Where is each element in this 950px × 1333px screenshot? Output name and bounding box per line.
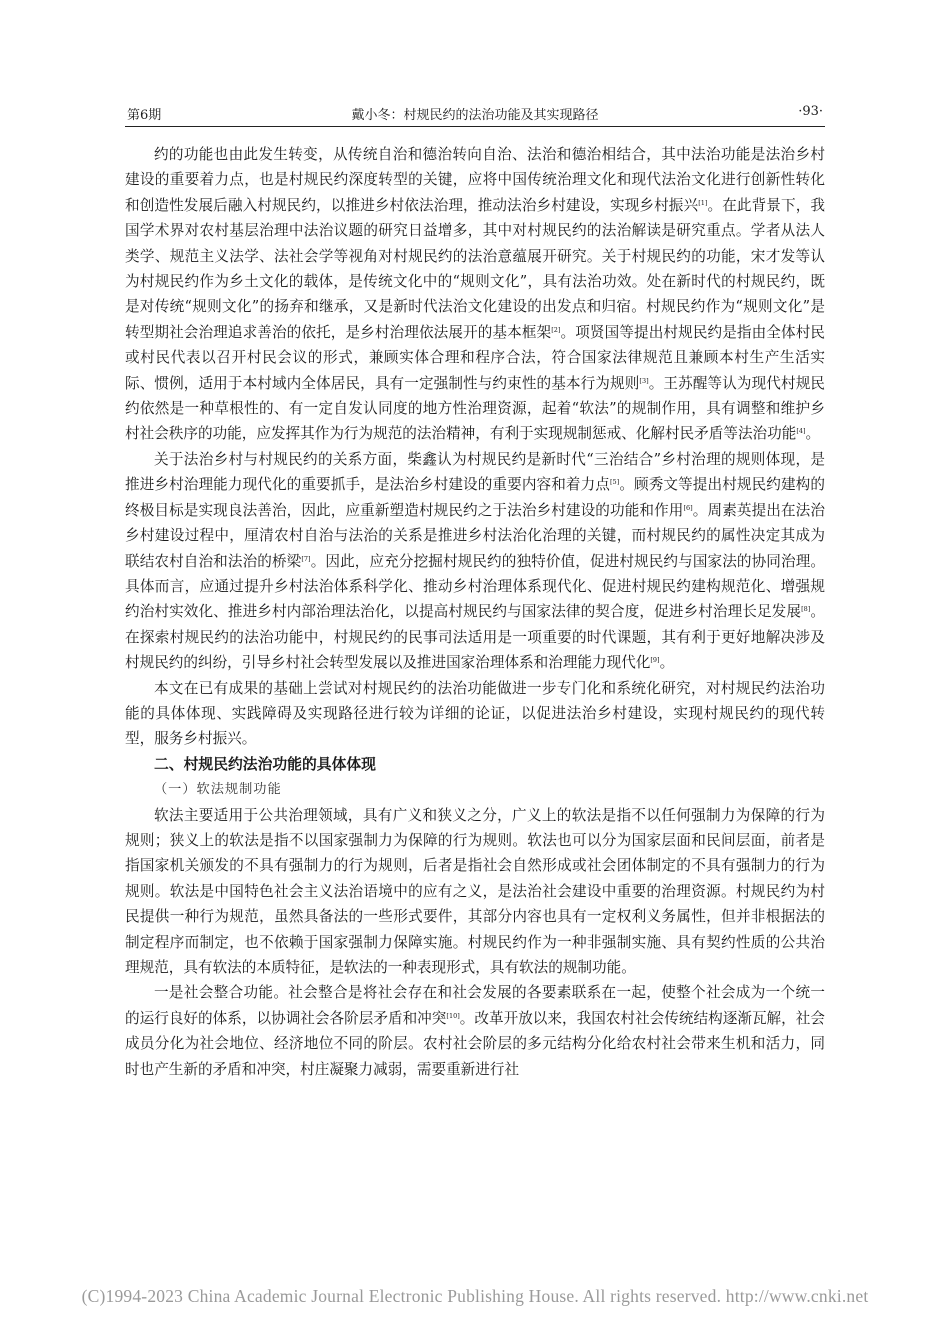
citation-ref: [5] [610, 478, 620, 487]
section-heading: 二、村规民约法治功能的具体体现 [154, 755, 376, 773]
page-number: ·93· [798, 104, 823, 119]
paragraph-1: 约的功能也由此发生转变，从传统自治和德治转向自治、法治和德治相结合，其中法治功能是法治乡村建设的重要着力点，也是村规民约深度转型的关键，应将中国传统治理文化和现代法治文化进行创新性转化和创造性发展后融入村规民约，以推进乡村依法治理，推动法治乡村建设，实现乡村振兴[1]。在此背景下，我国学术界对农村基层治理中法治议题的研究日益增多，其中对村规民约的法治解读是研究重点。学者从法人类学、规范主义法学、法社会学等视角对村规民约的法治意蕴展开研究。关于村规民约的功能，宋才发等认为村规民约作为乡土文化的载体，是传统文化中的“规则文化”，具有法治功效。处在新时代的村规民约，既是对传统“规则文化”的扬弃和继承，又是新时代法治文化建设的出发点和归宿。村规民约作为“规则文化”是转型期社会治理追求善治的依托，是乡村治理依法展开的基本框架[2]。项贤国等提出村规民约是指由全体村民或村民代表以召开村民会议的形式，兼顾实体合理和程序合法，符合国家法律规范且兼顾本村生产生活实际、惯例，适用于本村域内全体居民，具有一定强制性与约束性的基本行为规则[3]。王苏醒等认为现代村规民约依然是一种草根性的、有一定自发认同度的地方性治理资源，起着“软法”的规制作用，具有调整和维护乡村社会秩序的功能，应发挥其作为行为规范的法治精神，有利于实现规制惩戒、化解村民矛盾等法治功能[4]。 [125, 146, 825, 443]
paragraph-3: 本文在已有成果的基础上尝试对村规民约的法治功能做进一步专门化和系统化研究，对村规民约法治功能的具体体现、实践障碍及实现路径进行较为详细的论证，以促进法治乡村建设，实现村规民约的现代转型，服务乡村振兴。 [125, 679, 825, 748]
running-header [125, 102, 825, 127]
issue-number: 第6期 [127, 108, 162, 123]
citation-ref: [10] [446, 1011, 460, 1020]
article-body [125, 142, 825, 1082]
paragraph-2: 关于法治乡村与村规民约的关系方面，柴鑫认为村规民约是新时代“三治结合”乡村治理的规则体现，是推进乡村治理能力现代化的重要抓手，是法治乡村建设的重要内容和着力点[5]。顾秀文等提出村规民约建构的终极目标是实现良法善治，因此，应重新塑造村规民约之于法治乡村建设的功能和作用[6]。周素英提出在法治乡村建设过程中，厘清农村自治与法治的关系是推进乡村法治化治理的关键，而村规民约的属性决定其成为联结农村自治和法治的桥梁[7]。因此，应充分挖掘村规民约的独特价值，促进村规民约与国家法的协同治理。具体而言，应通过提升乡村法治体系科学化、推动乡村治理体系现代化、促进村规民约建构规范化、增强规约治村实效化、推进乡村内部治理法治化，以提高村规民约与国家法律的契合度，促进乡村治理长足发展[8]。在探索村规民约的法治功能中，村规民约的民事司法适用是一项重要的时代课题，其有利于更好地解决涉及村规民约的纠纷，引导乡村社会转型发展以及推进国家治理体系和治理能力现代化[9]。 [125, 450, 825, 672]
citation-ref: [2] [551, 325, 561, 334]
citation-ref: [1] [698, 198, 708, 207]
citation-ref: [4] [796, 427, 806, 436]
citation-ref: [3] [639, 376, 649, 385]
citation-ref: [9] [650, 656, 660, 665]
running-title: 戴小冬：村规民约的法治功能及其实现路径 [351, 108, 599, 123]
subsection-heading: （一）软法规制功能 [154, 782, 282, 798]
paragraph-5: 一是社会整合功能。社会整合是将社会存在和社会发展的各要素联系在一起，使整个社会成为一个统一的运行良好的体系，以协调社会各阶层矛盾和冲突[10]。改革开放以来，我国农村社会传统结构逐渐瓦解，社会成员分化为社会地位、经济地位不同的阶层。农村社会阶层的多元结构分化给农村社会带来生机和活力，同时也产生新的矛盾和冲突，村庄凝聚力减弱，需要重新进行社 [125, 984, 825, 1078]
citation-ref: [6] [683, 503, 693, 512]
citation-ref: [7] [301, 554, 311, 563]
citation-ref: [8] [801, 605, 811, 614]
paragraph-4: 软法主要适用于公共治理领域，具有广义和狭义之分，广义上的软法是指不以任何强制力为保障的行为规则；狭义上的软法是指不以国家强制力为保障的行为规则。软法也可以分为国家层面和民间层面，前者是指国家机关颁发的不具有强制力的行为规则，后者是指社会自然形成或社会团体制定的不具有强制力的行为规则。软法是中国特色社会主义法治语境中的应有之义，是法治社会建设中重要的治理资源。村规民约为村民提供一种行为规范，虽然具备法的一些形式要件，其部分内容也具有一定权利义务属性，但并非根据法的制定程序而制定，也不依赖于国家强制力保障实施。村规民约作为一种非强制实施、具有契约性质的公共治理规范，具有软法的本质特征，是软法的一种表现形式，具有软法的规制功能。 [125, 806, 825, 976]
copyright-footer: (C)1994-2023 China Academic Journal Electronic Publishing House. All rights reserved. http://www.cnki.net [81, 1286, 869, 1306]
